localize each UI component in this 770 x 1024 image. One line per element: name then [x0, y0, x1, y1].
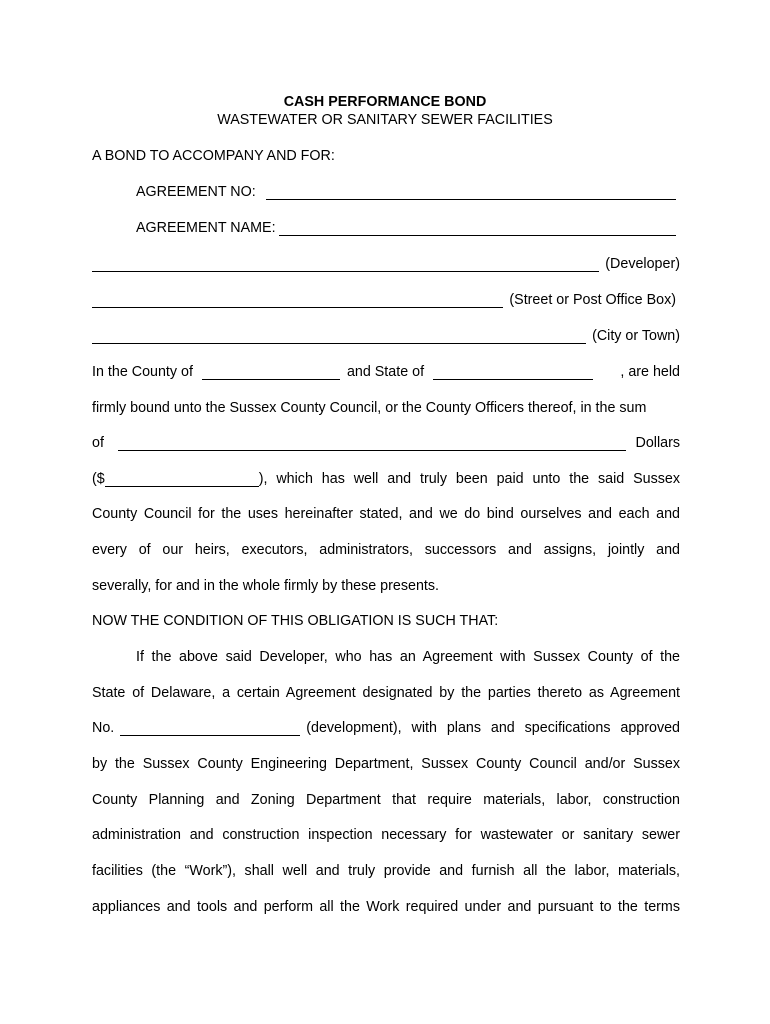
sum-row [92, 433, 680, 453]
amount-open: ($ [92, 471, 105, 487]
amount-row [92, 469, 680, 489]
street-field[interactable] [92, 292, 503, 308]
body-line: severally, for and in the whole firmly by these presents. [92, 578, 439, 594]
firmly-bound-line: firmly bound unto the Sussex County Council, or the County Officers thereof, in the sum [92, 400, 647, 416]
agreement-no-row [136, 182, 676, 202]
city-field[interactable] [92, 328, 586, 344]
amount-rest-text: ), which has well and truly been paid unto the said Sussex [258, 471, 680, 487]
dollars-label: Dollars [635, 435, 680, 451]
city-label: (City or Town) [592, 328, 680, 344]
para-line: (development), with plans and specifications approved [306, 720, 680, 736]
condition-heading: NOW THE CONDITION OF THIS OBLIGATION IS SUCH THAT: [92, 613, 499, 629]
para-line: County Planning and Zoning Department that require materials, labor, construction [92, 792, 680, 808]
amount-field[interactable] [105, 471, 259, 487]
agreement-number-field[interactable] [120, 720, 300, 736]
agreement-number-row [92, 718, 680, 738]
agreement-name-row [136, 218, 676, 238]
developer-label: (Developer) [605, 256, 680, 272]
street-label: (Street or Post Office Box) [509, 292, 676, 308]
county-field[interactable] [202, 364, 340, 380]
city-row [92, 326, 680, 346]
para-line: If the above said Developer, who has an Agreement with Sussex County of the [136, 649, 680, 665]
para-line: administration and construction inspection necessary for wastewater or sanitary sewer [92, 827, 680, 843]
agreement-no-label: AGREEMENT NO: [136, 184, 256, 200]
agreement-name-label: AGREEMENT NAME: [136, 220, 276, 236]
document-subtitle: WASTEWATER OR SANITARY SEWER FACILITIES [217, 112, 553, 128]
developer-row [92, 254, 680, 274]
county-label: In the County of [92, 364, 193, 380]
sum-of-label: of [92, 435, 104, 451]
county-state-row [92, 362, 680, 382]
sum-words-field[interactable] [118, 435, 626, 451]
para-line: facilities (the “Work”), shall well and truly provide and furnish all the labor, materials, [92, 863, 680, 879]
agreement-no-field[interactable] [266, 184, 676, 200]
body-line: County Council for the uses hereinafter stated, and we do bind ourselves and each and [92, 506, 680, 522]
body-line: every of our heirs, executors, administrators, successors and assigns, jointly and [92, 542, 680, 558]
document-title: CASH PERFORMANCE BOND [283, 94, 487, 110]
street-row [92, 290, 676, 310]
para-line: by the Sussex County Engineering Department, Sussex County Council and/or Sussex [92, 756, 680, 772]
agreement-name-field[interactable] [279, 220, 676, 236]
para-line: State of Delaware, a certain Agreement designated by the parties thereto as Agreement [92, 685, 680, 701]
state-field[interactable] [433, 364, 593, 380]
no-label: No. [92, 720, 115, 736]
developer-field[interactable] [92, 256, 599, 272]
state-label: and State of [346, 364, 425, 380]
are-held-text: , are held [620, 364, 680, 380]
para-line: appliances and tools and perform all the Work required under and pursuant to the terms [92, 899, 680, 915]
intro-text: A BOND TO ACCOMPANY AND FOR: [92, 148, 335, 164]
amount-rest [259, 469, 680, 489]
